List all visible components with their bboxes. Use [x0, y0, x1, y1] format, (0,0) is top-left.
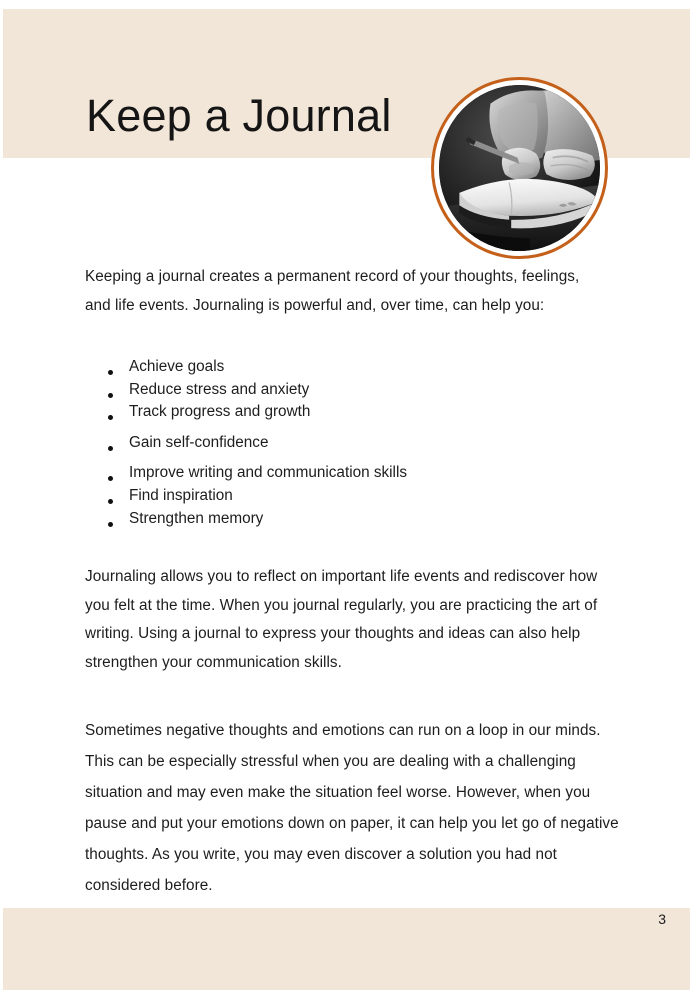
benefits-list	[85, 356, 617, 530]
page-title: Keep a Journal	[86, 90, 392, 141]
list-item: Track progress and growth	[99, 401, 617, 424]
paragraph-three: Sometimes negative thoughts and emotions can run on a loop in our minds. This can be especially stressful when you are dealing with a challenging situation and may even make the situation feel worse. However, when you pause and put your emotions down on paper, it can help you let go of negative thoughts. As you write, you may even discover a solution you had not considered before.	[85, 722, 619, 895]
article-body	[85, 262, 617, 901]
list-item: Improve writing and communication skills	[99, 462, 617, 485]
paragraph-two: Journaling allows you to reflect on important life events and rediscover how you felt at the time. When you journal regularly, you are practicing the art of writing. Using a journal to express your thoughts and ideas can also help strengthen your communication skills.	[85, 568, 598, 671]
list-item: Achieve goals	[99, 356, 617, 379]
list-item: Find inspiration	[99, 485, 617, 508]
page-number: 3	[658, 911, 666, 927]
intro-paragraph: Keeping a journal creates a permanent record of your thoughts, feelings, and life events. Journaling is powerful and, over time, can help you:	[85, 268, 580, 314]
journal-photo-frame	[431, 77, 608, 259]
list-item: Reduce stress and anxiety	[99, 379, 617, 402]
list-item: Strengthen memory	[99, 508, 617, 531]
list-item: Gain self-confidence	[99, 432, 617, 455]
journal-writing-photo	[439, 85, 600, 251]
